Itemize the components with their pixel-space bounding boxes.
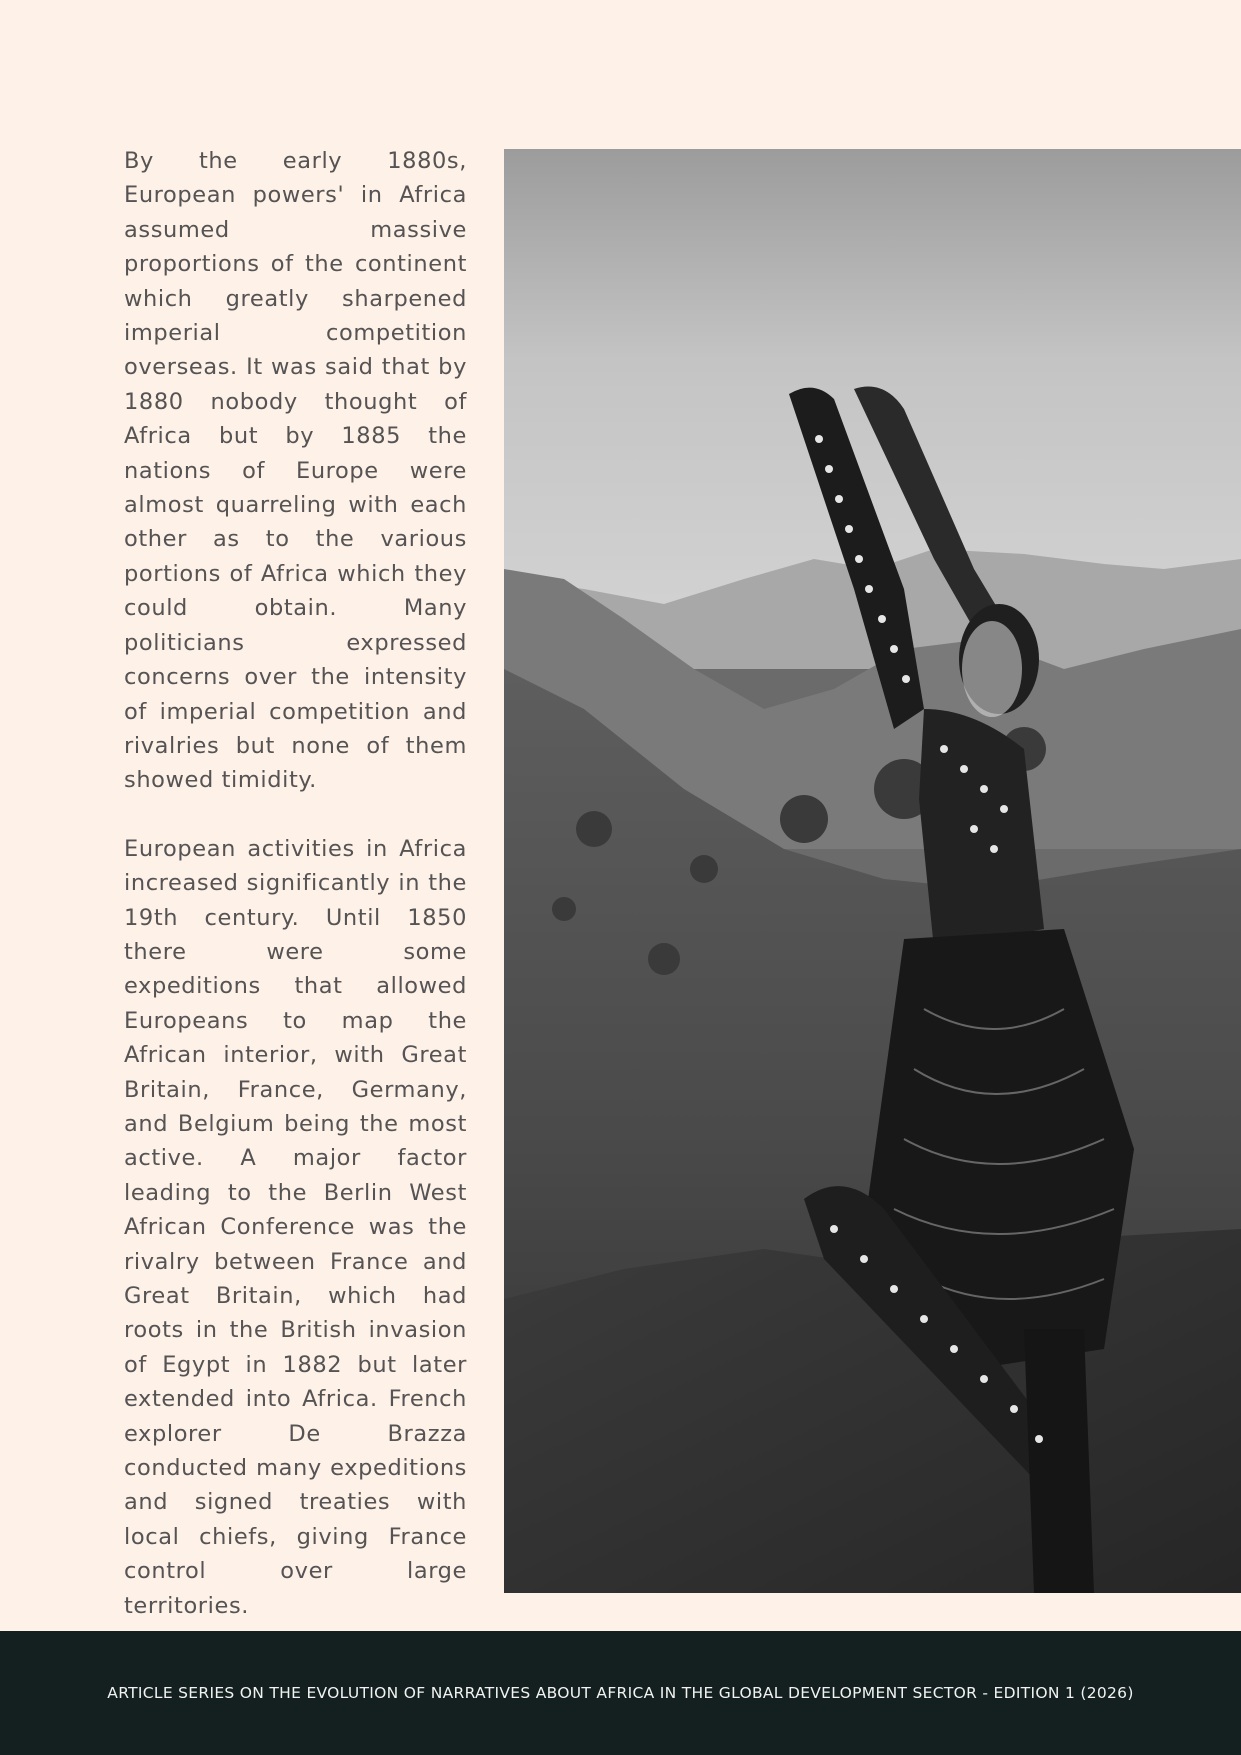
article-text-column [124,144,467,1623]
article-paragraph-1: By the early 1880s, European powers' in Africa assumed massive proportions of the continent which greatly sharpened imperial competition overseas. It was said that by 1880 nobody thought of Africa but by 1885 the nations of Europe were almost quarreling with each other as to the various portions of Africa which they could obtain. Many politicians expressed concerns over the intensity of imperial competition and rivalries but none of them showed timidity. [124,148,467,794]
footer-bar [0,1631,1241,1755]
article-paragraph-2: European activities in Africa increased significantly in the 19th century. Until 1850 there were some expeditions that allowed Europeans to map the African interior, with Great Britain, France, Germany, and Belgium being the most active. A major factor leading to the Berlin West African Conference was the rivalry between France and Great Britain, which had roots in the British invasion of Egypt in 1882 but later extended into Africa. French explorer De Brazza conducted many expeditions and signed treaties with local chiefs, giving France control over large territories. [124,835,467,1619]
dancer-photo-illustration [504,149,1241,1593]
footer-series-title: ARTICLE SERIES ON THE EVOLUTION OF NARRATIVES ABOUT AFRICA IN THE GLOBAL DEVELOPMENT SECTOR - EDITION 1 (2026) [107,1684,1134,1702]
dancer-photo [504,149,1241,1593]
